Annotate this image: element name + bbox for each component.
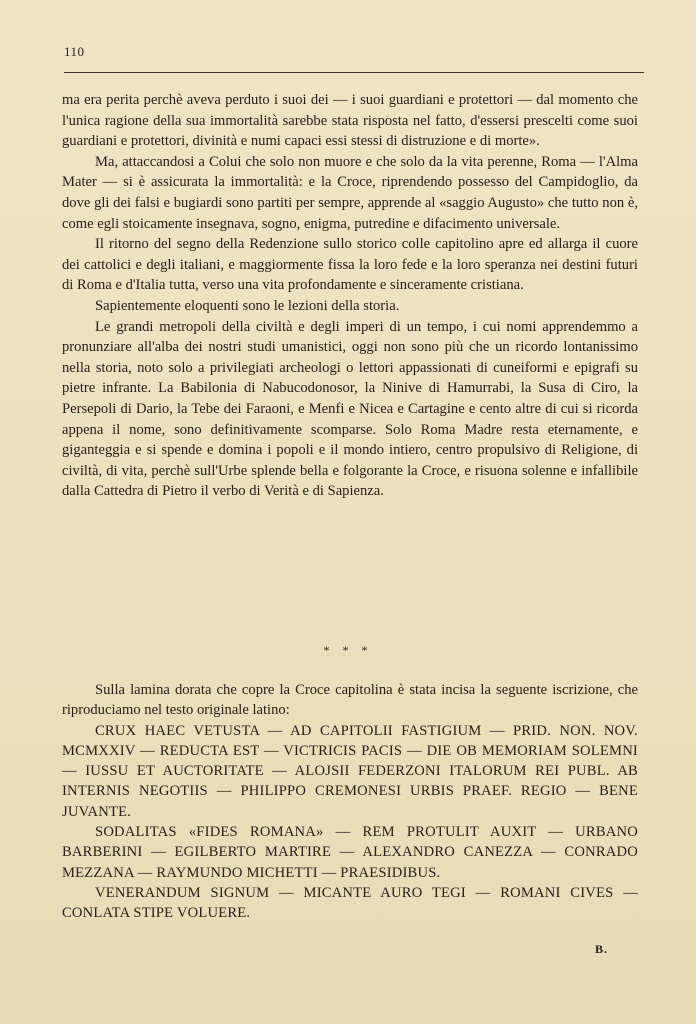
header-rule xyxy=(64,72,644,73)
section-separator: * * * xyxy=(323,643,373,657)
paragraph-continuation: ma era perita perchè aveva perduto i suoi dei — i suoi guardiani e protettori — dal momento che l'unica ragione della sua immortalità sarebbe stata risposta nel fatto, d'essersi prescelti come suoi guardiani e protettori, divinità e numi capaci essi stessi di distruzione e di morte». xyxy=(62,92,638,150)
paragraph: Ma, attaccandosi a Colui che solo non muore e che solo da la vita perenne, Roma — l'Alma Mater — si è assicurata la immortalità: e la Croce, riprendendo possesso del Campidoglio, da dove gli dei falsi e bugiardi sono partiti per sempre, apprende al «saggio Augusto» che tutto non è, come egli stoicamente insegnava, sogno, enigma, putredine e difacimento universale. xyxy=(62,153,638,232)
paragraph: Il ritorno del segno della Redenzione sullo storico colle capitolino apre ed allarga il cuore dei cattolici e degli italiani, e maggiormente fissa la loro fede e la loro speranza nei destini futuri di Roma e d'Italia tutta, verso una vita profondamente e sinceramente cristiana. xyxy=(62,236,638,294)
inscription-section xyxy=(62,680,638,924)
inscription-intro: Sulla lamina dorata che copre la Croce capitolina è stata incisa la seguente iscrizione, che riproduciamo nel testo originale latino: xyxy=(62,682,638,719)
inscription-text: SODALITAS «FIDES ROMANA» — REM PROTULIT AUXIT — URBANO BARBERINI — EGILBERTO MARTIRE — ALEXANDRO CANEZZA — CONRADO MEZZANA — RAYMUNDO MICHETTI — PRAESIDIBUS. xyxy=(62,824,638,881)
page-number: 110 xyxy=(64,44,85,59)
inscription-text: VENERANDUM SIGNUM — MICANTE AURO TEGI — ROMANI CIVES — CONLATA STIPE VOLUERE. xyxy=(62,884,638,922)
paragraph: Le grandi metropoli della civiltà e degli imperi di un tempo, i cui nomi apprendemmo a pronunziare all'alba dei nostri studi umanistici, oggi non sono più che un ricordo lontanissimo nella storia, noto solo a privilegiati archeologi o lettori appassionati di cuneiformi e epigrafi su pietre infrante. La Babilonia di Nabucodonosor, la Ninive di Hamurrabi, la Susa di Ciro, la Persepoli di Dario, la Tebe dei Faraoni, e Menfi e Nicea e Cartagine e cento altre di cui si ricorda appena il nome, sono definitivamente scomparse. Solo Roma Madre resta eternamente, e giganteggia e si spende e domina i popoli e il mondo intiero, centro propulsivo di Religione, di civiltà, di vita, perchè sull'Urbe splende bella e folgorante la Croce, e risuona solenne e infallibile dalla Cattedra di Pietro il verbo di Verità e di Sapienza. xyxy=(62,318,638,500)
body-text xyxy=(62,90,638,502)
author-signature: B. xyxy=(594,942,608,956)
paragraph: Sapientemente eloquenti sono le lezioni della storia. xyxy=(95,297,400,314)
inscription-text: CRUX HAEC VETUSTA — AD CAPITOLII FASTIGIUM — PRID. NON. NOV. MCMXXIV — REDUCTA EST — VICTRICIS PACIS — DIE OB MEMORIAM SOLEMNI — IUSSU ET AUCTORITATE — ALOJSII FEDERZONI ITALORUM REI PUBL. AB INTERNIS NEGOTIIS — PHILIPPO CREMONESI URBIS PRAEF. REGIO — BENE JUVANTE. xyxy=(62,722,638,820)
